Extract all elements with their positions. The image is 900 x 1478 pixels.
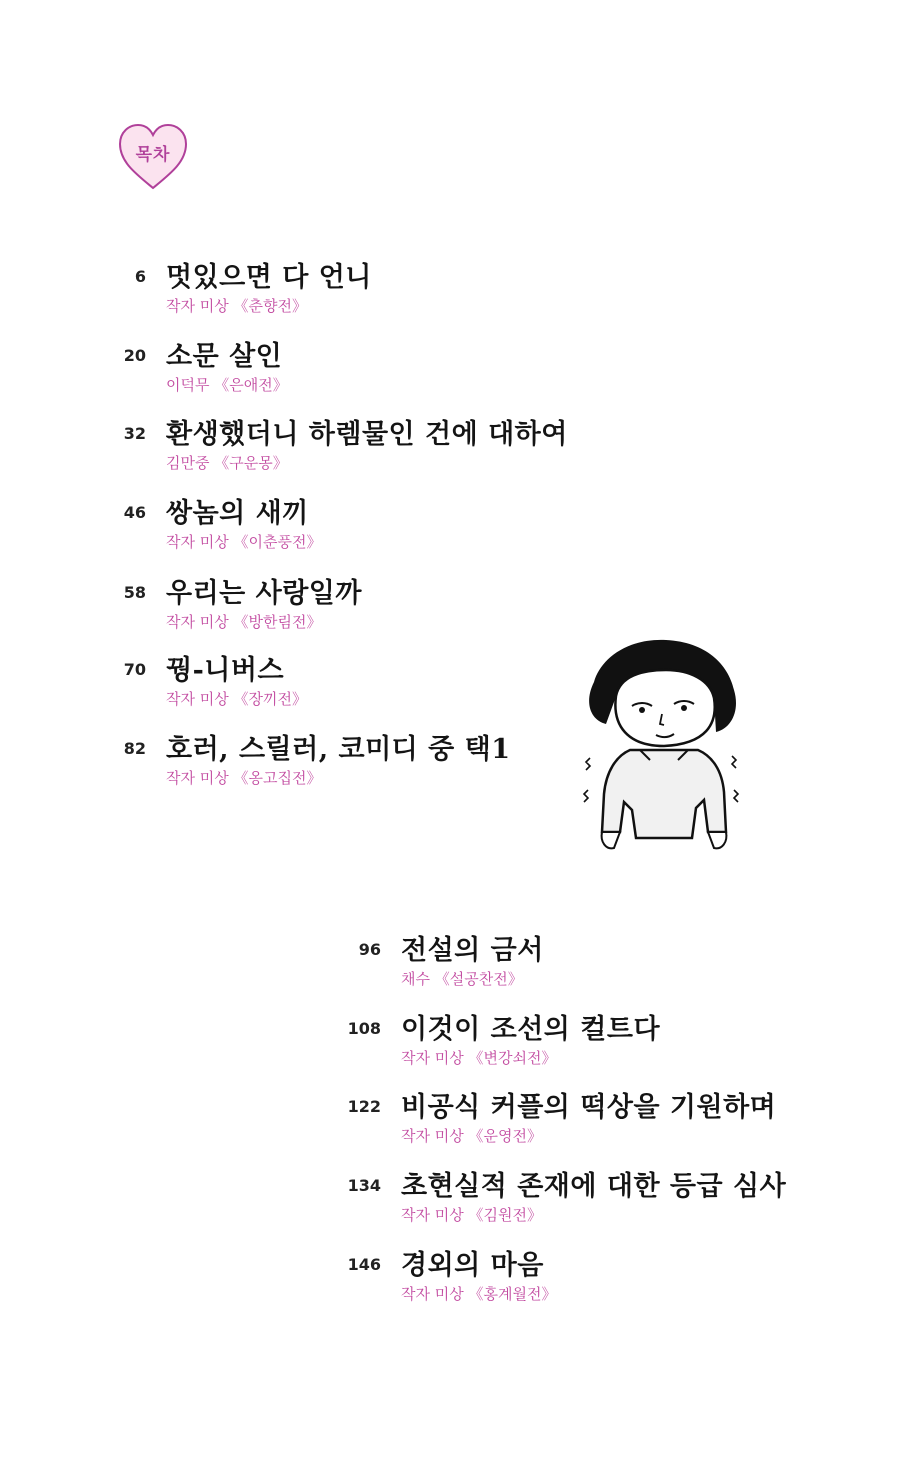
chapter-title: 호러, 스릴러, 코미디 중 택1 (166, 734, 511, 765)
chapter-source: 작자 미상 《방한림전》 (166, 613, 322, 631)
chapter-source: 작자 미상 《춘향전》 (166, 297, 307, 315)
chapter-source: 작자 미상 《변강쇠전》 (401, 1049, 557, 1067)
chapter-title: 이것이 조선의 컬트다 (401, 1014, 661, 1045)
chapter-source: 작자 미상 《김원전》 (401, 1206, 542, 1224)
chapter-source: 이덕무 《은애전》 (166, 376, 288, 394)
chapter-source: 작자 미상 《운영전》 (401, 1127, 542, 1145)
chapter-title: 꿩-니버스 (166, 655, 285, 686)
toc-heading: 목차 (135, 145, 171, 165)
page-number: 146 (347, 1255, 381, 1274)
chapter-title: 환생했더니 하렘물인 건에 대하여 (166, 419, 568, 450)
chapter-title: 멋있으면 다 언니 (166, 262, 372, 293)
chapter-title: 경외의 마음 (401, 1250, 544, 1281)
page-number: 70 (123, 660, 146, 679)
chapter-source: 채수 《설공찬전》 (401, 970, 523, 988)
page-number: 108 (347, 1019, 381, 1038)
chapter-title: 비공식 커플의 떡상을 기원하며 (401, 1092, 777, 1123)
chapter-source: 작자 미상 《장끼전》 (166, 690, 307, 708)
page-number: 96 (358, 940, 381, 959)
chapter-source: 작자 미상 《옹고집전》 (166, 769, 322, 787)
chapter-title: 초현실적 존재에 대한 등급 심사 (401, 1171, 787, 1202)
chapter-title: 소문 살인 (166, 341, 283, 372)
page-number: 134 (347, 1176, 381, 1195)
page-number: 32 (123, 424, 146, 443)
chapter-source: 김만중 《구운몽》 (166, 454, 288, 472)
page-number: 46 (123, 503, 146, 522)
page-number: 122 (347, 1097, 381, 1116)
page-number: 58 (123, 583, 146, 602)
chapter-source: 작자 미상 《홍계월전》 (401, 1285, 557, 1303)
page-number: 6 (134, 267, 146, 286)
page-number: 82 (123, 739, 146, 758)
chapter-source: 작자 미상 《이춘풍전》 (166, 533, 322, 551)
cartoon-girl-icon (576, 632, 746, 862)
cartoon-girl-illustration (576, 632, 746, 862)
chapter-title: 전설의 금서 (401, 935, 544, 966)
chapter-title: 쌍놈의 새끼 (166, 498, 309, 529)
page-number: 20 (123, 346, 146, 365)
chapter-title: 우리는 사랑일까 (166, 578, 362, 609)
